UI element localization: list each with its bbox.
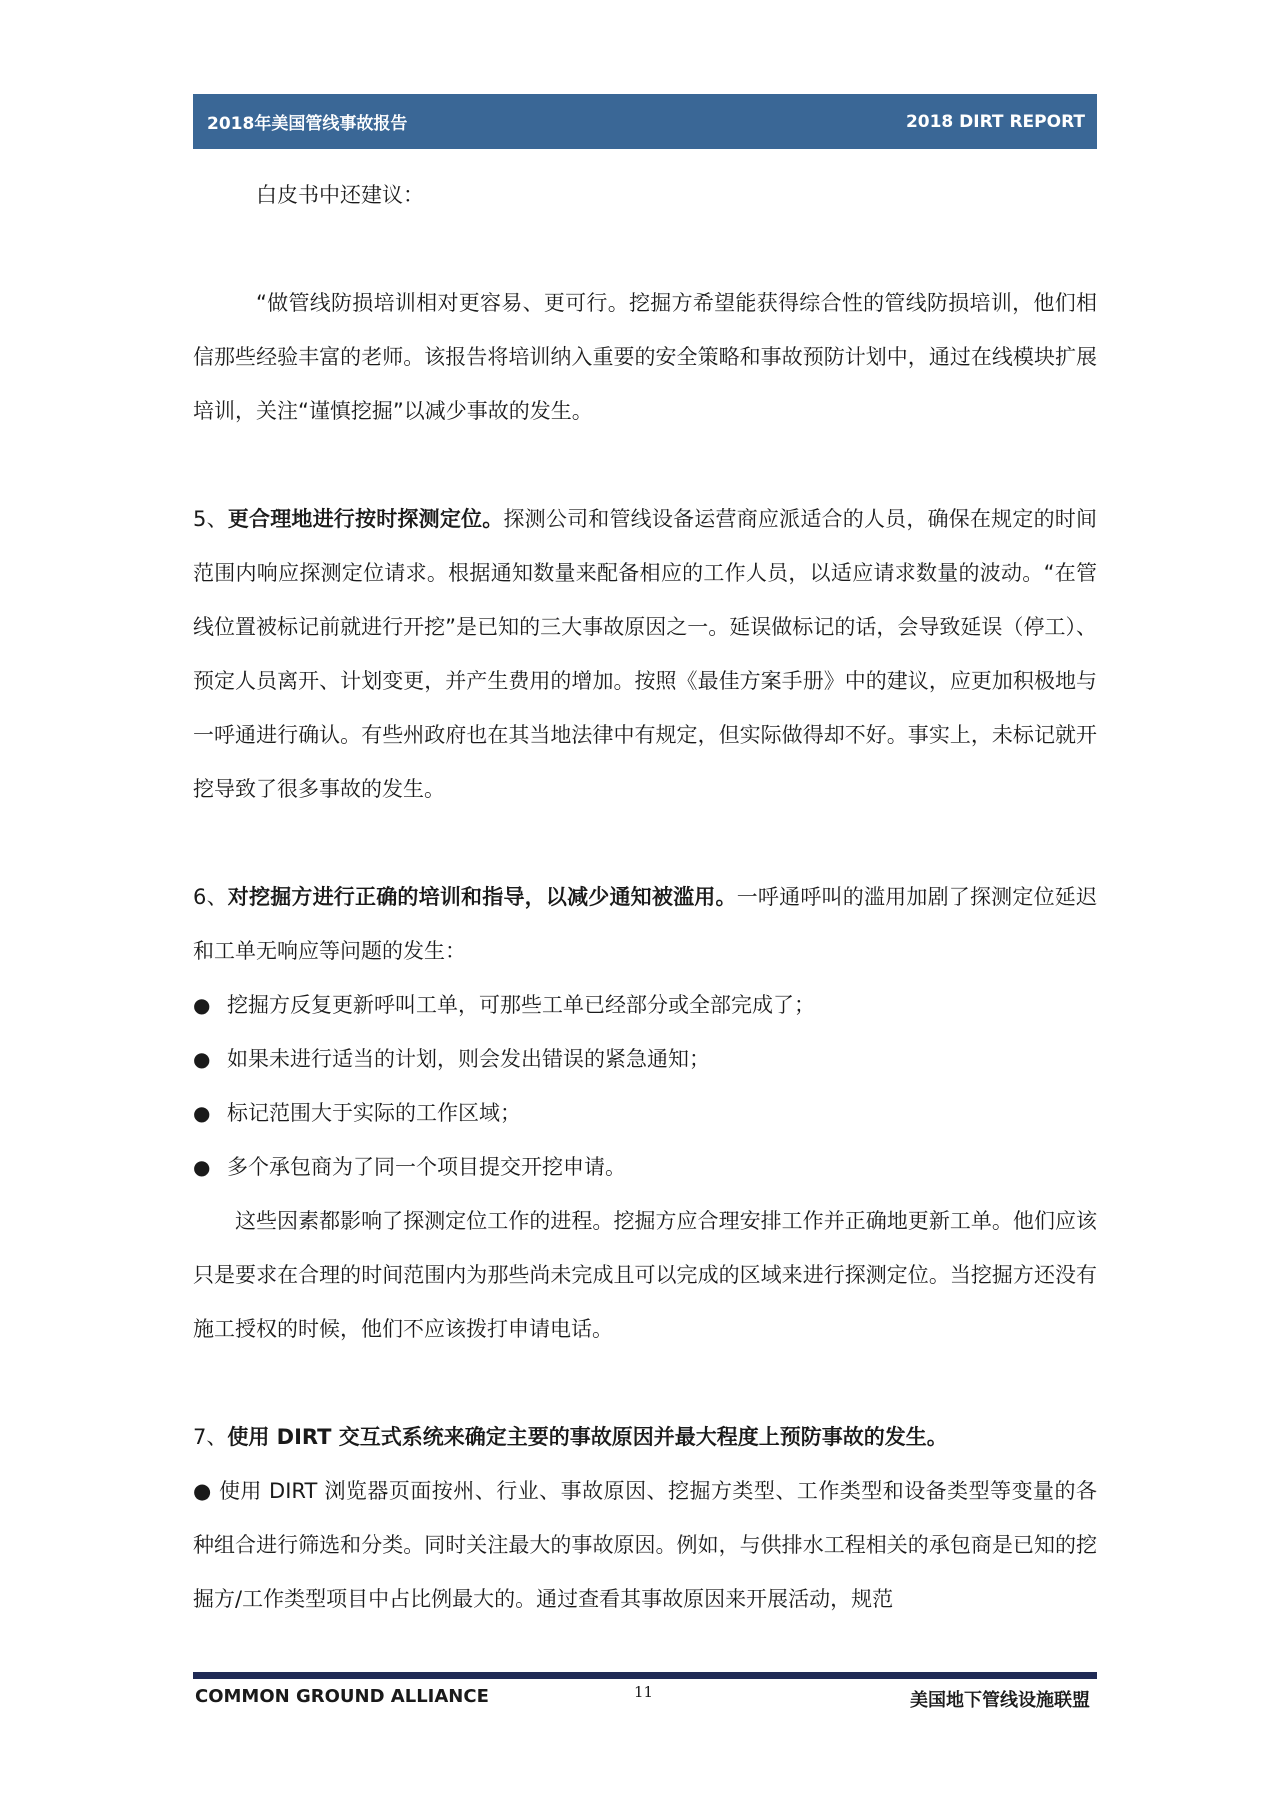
- intro-paragraph: 白皮书中还建议：: [256, 183, 424, 207]
- bullet-icon: ●: [193, 1155, 211, 1179]
- list-item-text: 多个承包商为了同一个项目提交开挖申请。: [227, 1155, 626, 1179]
- item-7-paragraph: [193, 1410, 1097, 1464]
- item-6-conclusion: 这些因素都影响了探测定位工作的进程。挖掘方应合理安排工作并正确地更新工单。他们应该只是要求在合理的时间范围内为那些尚未完成且可以完成的区域来进行探测定位。当挖掘方还没有施工授权的时候，他们不应该拨打申请电话。: [193, 1209, 1097, 1341]
- bullet-icon: ●: [193, 993, 211, 1017]
- bullet-icon: ●: [193, 1101, 211, 1125]
- item-7-title: 使用 DIRT 交互式系统来确定主要的事故原因并最大程度上预防事故的发生。: [227, 1425, 948, 1449]
- list-item: [193, 1086, 1097, 1140]
- footer-organization: COMMON GROUND ALLIANCE: [195, 1686, 489, 1707]
- item-7-bullet-paragraph: [193, 1464, 1097, 1626]
- list-item: [193, 1140, 1097, 1194]
- item-6-text: 一呼通呼叫的滥用加剧了探测定位延迟和工单无响应等问题的发生：: [193, 885, 1098, 963]
- bullet-icon: ●: [193, 1047, 211, 1071]
- item-5-title: 更合理地进行按时探测定位。: [227, 507, 504, 531]
- item-6-title: 对挖掘方进行正确的培训和指导，以减少通知被滥用。: [227, 885, 737, 909]
- item-6-paragraph: [193, 870, 1097, 978]
- item-7-bullet-text: 使用 DIRT 浏览器页面按州、行业、事故原因、挖掘方类型、工作类型和设备类型等变量的各种组合进行筛选和分类。同时关注最大的事故原因。例如，与供排水工程相关的承包商是已知的挖掘方/工作类型项目中占比例最大的。通过查看其事故原因来开展活动，规范: [193, 1479, 1097, 1611]
- bullet-icon: ●: [193, 1479, 212, 1503]
- item-5-text: 探测公司和管线设备运营商应派适合的人员，确保在规定的时间范围内响应探测定位请求。根据通知数量来配备相应的工作人员，以适应请求数量的波动。“在管线位置被标记前就进行开挖”是已知的三大事故原因之一。延误做标记的话，会导致延误（停工）、预定人员离开、计划变更，并产生费用的增加。按照《最佳方案手册》中的建议，应更加积极地与一呼通进行确认。有些州政府也在其当地法律中有规定，但实际做得却不好。事实上，未标记就开挖导致了很多事故的发生。: [193, 507, 1097, 801]
- page-number: 11: [634, 1683, 654, 1701]
- footer-organization-cn: 美国地下管线设施联盟: [910, 1690, 1090, 1711]
- list-item: [193, 1032, 1097, 1086]
- item-7-number: 7、: [193, 1425, 228, 1449]
- list-item-text: 挖掘方反复更新呼叫工单，可那些工单已经部分或全部完成了；: [227, 993, 815, 1017]
- header-title-right: 2018 DIRT REPORT: [905, 111, 1085, 132]
- page-header: [193, 94, 1097, 149]
- item-5-number: 5、: [193, 507, 228, 531]
- list-item: [193, 978, 1097, 1032]
- footer-divider: [193, 1672, 1097, 1679]
- list-item-text: 如果未进行适当的计划，则会发出错误的紧急通知；: [227, 1047, 710, 1071]
- item-6-number: 6、: [193, 885, 228, 909]
- item-5-paragraph: [193, 492, 1097, 816]
- quote-paragraph: “做管线防损培训相对更容易、更可行。挖掘方希望能获得综合性的管线防损培训，他们相信那些经验丰富的老师。该报告将培训纳入重要的安全策略和事故预防计划中，通过在线模块扩展培训，关注“谨慎挖掘”以减少事故的发生。: [193, 291, 1097, 423]
- page-content: [193, 168, 1097, 1626]
- list-item-text: 标记范围大于实际的工作区域；: [227, 1101, 521, 1125]
- header-title-left: 2018年美国管线事故报告: [207, 114, 408, 134]
